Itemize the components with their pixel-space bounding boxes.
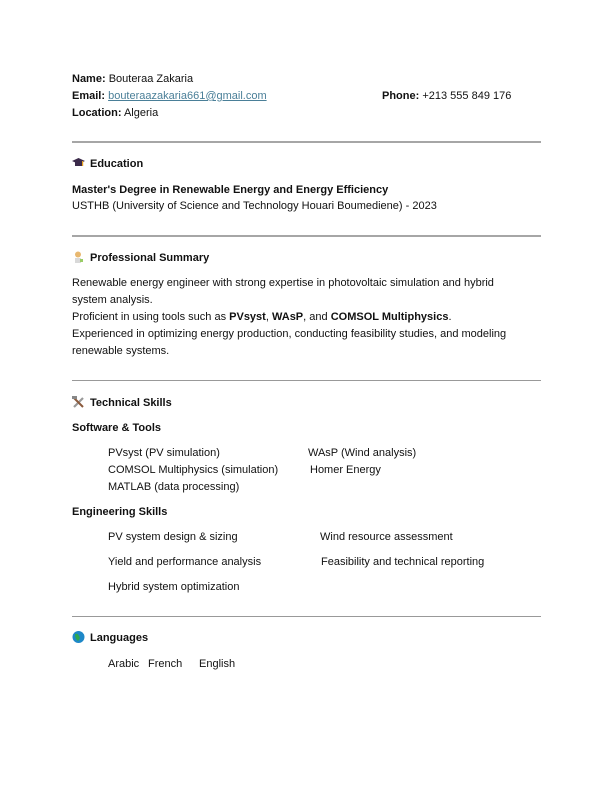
language-item: Arabic <box>108 658 140 670</box>
name-value: Bouteraa Zakaria <box>108 73 194 85</box>
software-item: MATLAB (data processing) <box>108 481 240 493</box>
name-line <box>72 72 193 86</box>
engineering-item: Wind resource assessment <box>320 531 453 543</box>
separator: , <box>265 311 272 323</box>
education-heading <box>72 157 143 171</box>
technologist-icon <box>72 251 85 263</box>
email-label: Email: <box>72 90 106 102</box>
separator: . <box>448 311 452 323</box>
email-link[interactable]: bouteraazakaria661@gmail.com <box>108 90 267 102</box>
hammer-wrench-icon <box>72 396 85 408</box>
software-subheading: Software & Tools <box>72 422 162 434</box>
engineering-item: PV system design & sizing <box>108 531 238 543</box>
engineering-item: Yield and performance analysis <box>108 556 262 568</box>
skills-heading <box>72 396 172 410</box>
divider <box>72 616 541 617</box>
divider <box>72 380 541 381</box>
languages-title: Languages <box>90 632 149 644</box>
software-item: COMSOL Multiphysics (simulation) <box>108 464 279 476</box>
tool-name: COMSOL Multiphysics <box>330 311 449 323</box>
phone-label: Phone: <box>382 90 420 102</box>
software-item: Homer Energy <box>310 464 381 476</box>
tool-name: WAsP <box>271 311 304 323</box>
summary-line: Renewable energy engineer with strong expertise in photovoltaic simulation and hybrid <box>72 277 494 289</box>
summary-text: Proficient in using tools such as <box>72 311 230 323</box>
summary-line: Experienced in optimizing energy production, conducting feasibility studies, and modeling <box>72 328 507 340</box>
summary-line: renewable systems. <box>72 345 170 357</box>
languages-heading <box>72 631 148 645</box>
degree: Master's Degree in Renewable Energy and Energy Efficiency <box>72 184 389 196</box>
name-label: Name: <box>72 73 106 85</box>
institution: USTHB (University of Science and Technology Houari Boumediene) - 2023 <box>72 200 437 212</box>
globe-icon <box>72 631 85 643</box>
engineering-item: Hybrid system optimization <box>108 581 240 593</box>
separator: , and <box>303 311 331 323</box>
location-line <box>72 106 158 120</box>
summary-line: system analysis. <box>72 294 153 306</box>
summary-title: Professional Summary <box>90 252 210 264</box>
engineering-item: Feasibility and technical reporting <box>321 556 485 568</box>
language-item: English <box>199 658 236 670</box>
email-line <box>72 89 267 103</box>
skills-title: Technical Skills <box>90 397 172 409</box>
phone-line <box>382 89 511 103</box>
divider <box>72 141 541 143</box>
education-title: Education <box>90 158 144 170</box>
engineering-subheading: Engineering Skills <box>72 506 168 518</box>
location-label: Location: <box>72 107 122 119</box>
software-item: WAsP (Wind analysis) <box>308 447 417 459</box>
divider <box>72 235 541 237</box>
phone-value: +213 555 849 176 <box>422 90 512 102</box>
summary-tools-line <box>72 310 452 324</box>
graduation-cap-icon <box>72 157 85 169</box>
location-value: Algeria <box>123 107 159 119</box>
software-item: PVsyst (PV simulation) <box>108 447 220 459</box>
language-item: French <box>148 658 183 670</box>
tool-name: PVsyst <box>229 311 266 323</box>
summary-heading <box>72 251 209 265</box>
